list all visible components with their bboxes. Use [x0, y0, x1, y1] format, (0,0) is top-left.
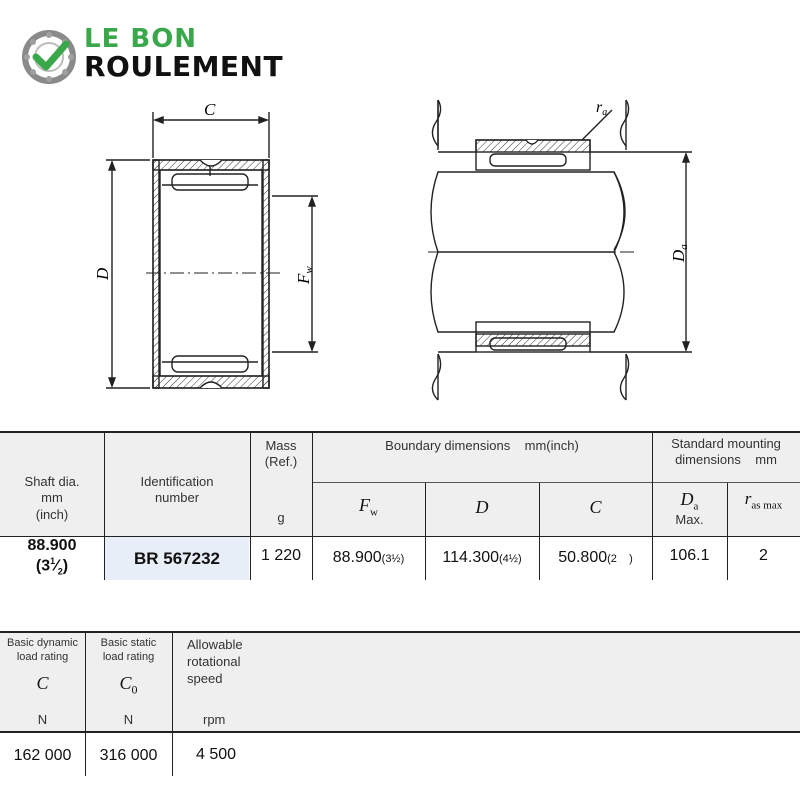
header-mass-unit: g [277, 510, 285, 525]
unit-dynamic: N [37, 712, 48, 727]
row-da: 106.1 [669, 547, 710, 564]
header-identification: Identification number [140, 474, 214, 506]
header-dynamic-load: Basic dynamic load rating [7, 637, 78, 663]
row-allowable-speed: 4 500 [196, 746, 237, 763]
header-c: C [589, 497, 602, 517]
header-rotational-speed: Allowable rotational speed [187, 637, 243, 686]
header-fw: $F_w$ [359, 495, 378, 519]
row-c: 50.800(2 ) [558, 549, 633, 566]
header-dynamic-symbol: C [36, 673, 49, 693]
row-static-load: 316 000 [99, 747, 158, 764]
table1-top-rule [0, 431, 800, 433]
brand-line1: LE BON [84, 24, 198, 54]
row-identification: BR 567232 [133, 549, 220, 568]
header-standard-mounting: Standard mounting dimensions mm [671, 436, 781, 468]
t1-sub-rule [653, 482, 800, 483]
bearing-section-left [106, 112, 318, 388]
row-ras: 2 [759, 547, 768, 564]
row-shaft-inch: $(3^1⁄_2)$ [35, 556, 69, 577]
row-mass: 1 220 [260, 547, 302, 564]
unit-static: N [123, 712, 134, 727]
table1-mid-rule [0, 536, 800, 537]
header-ras-max: $r_{as max}$ [744, 489, 783, 512]
label-Fw: Fw [294, 266, 315, 284]
row-fw: 88.900(3½) [332, 549, 405, 566]
brand-line2: ROULEMENT [84, 50, 284, 83]
label-ra: ra [596, 99, 608, 118]
label-C: C [204, 100, 216, 119]
t2-divider [172, 632, 173, 776]
row-d: 114.300(4½) [442, 549, 522, 566]
header-da-max: Max. [675, 512, 704, 527]
label-D: D [93, 267, 112, 280]
header-da: $D_a$ [680, 489, 699, 513]
label-Da: Da [669, 244, 690, 262]
table2-top-rule [0, 631, 800, 633]
header-shaft-dia: Shaft dia. mm (inch) [24, 474, 80, 522]
header-mass: Mass (Ref.) [264, 438, 298, 470]
header-static-symbol: $C_0$ [119, 673, 138, 697]
row-dynamic-load: 162 000 [13, 747, 72, 764]
bearing-drawing [0, 90, 800, 410]
t1-sub-rule [313, 482, 652, 483]
header-d: D [475, 497, 489, 517]
row-shaft-mm: 88.900 [27, 537, 77, 554]
bearing-check-icon [22, 30, 76, 84]
unit-speed: rpm [203, 712, 226, 727]
header-boundary: Boundary dimensions mm(inch) [385, 438, 579, 453]
table2-mid-rule [0, 731, 800, 733]
header-static-load: Basic static load rating [100, 637, 157, 663]
bearing-mounting-right [428, 100, 692, 400]
